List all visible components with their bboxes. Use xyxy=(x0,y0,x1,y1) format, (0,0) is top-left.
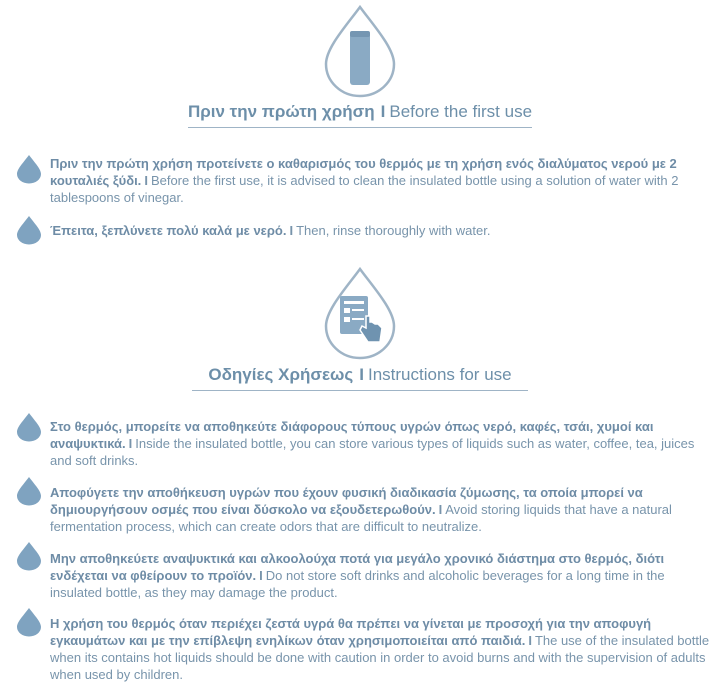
heading-greek: Οδηγίες Χρήσεως xyxy=(208,365,354,384)
item-text-greek: Η χρήση του θερμός όταν περιέχει ζεστά υγρά θα πρέπει να γίνεται με προσοχή για την αποφυγή εγκαυμάτων και με την επίβλεψη ενηλίκων όταν χρησιμοποιείται από παιδιά. xyxy=(50,616,652,648)
item-text-greek: Πριν την πρώτη χρήση προτείνετε ο καθαρισμός του θερμός με τη χρήση ενός διαλύματος νερού με 2 κουταλιές ξύδι. xyxy=(50,156,677,188)
section-heading-instructions xyxy=(0,365,720,385)
item-separator: I xyxy=(128,436,133,451)
heading-underline xyxy=(188,127,532,128)
item-text-english: The use of the insulated bottle when its contains hot liquids should be done with caution in order to avoid burns and with the supervision of adults when used by children. xyxy=(50,633,710,682)
item-text-greek: Μην αποθηκεύετε αναψυκτικά και αλκοολούχα ποτά για μεγάλο χρονικό διάστημα στο θερμός, διότι ενδέχεται να φθείρουν το προϊόν. xyxy=(50,551,665,583)
item-separator: I xyxy=(289,223,294,238)
item-separator: I xyxy=(528,633,532,648)
water-drop-bullet-icon xyxy=(16,412,46,442)
section-heading-first-use xyxy=(0,102,720,122)
item-separator: I xyxy=(438,502,443,517)
item-text-english: Then, rinse thoroughly with water. xyxy=(296,223,491,238)
water-drop-bullet-icon xyxy=(16,607,46,637)
water-drop-bullet-icon xyxy=(16,476,46,506)
heading-separator: I xyxy=(359,365,364,384)
heading-greek: Πριν την πρώτη χρήση xyxy=(187,102,375,121)
list-item xyxy=(50,222,710,239)
item-text-greek: Αποφύγετε την αποθήκευση υγρών που έχουν φυσική διαδικασία ζύμωσης, τα οποία μπορεί να δημιουργήσουν οσμές που είναι δύσκολο να εξουδετερωθούν. xyxy=(50,485,643,517)
water-drop-bullet-icon xyxy=(16,154,46,184)
heading-separator: I xyxy=(380,102,386,121)
list-item xyxy=(50,155,710,206)
item-text-english: Avoid storing liquids that have a natural fermentation process, which can create odors that are difficult to neutralize. xyxy=(50,502,672,534)
item-text-english: Inside the insulated bottle, you can store various types of liquids such as water, coffee, tea, juices and soft drinks. xyxy=(50,436,695,468)
item-text-english: Do not store soft drinks and alcoholic beverages for a long time in the insulated bottle, as they may damage the product. xyxy=(50,568,665,600)
list-item xyxy=(50,550,710,601)
heading-english: Instructions for use xyxy=(367,365,512,384)
item-separator: I xyxy=(144,173,148,188)
item-text-greek: Έπειτα, ξεπλύνετε πολύ καλά με νερό. xyxy=(50,223,287,238)
heading-underline xyxy=(192,390,528,391)
heading-english: Before the first use xyxy=(389,102,533,121)
list-item xyxy=(50,484,710,535)
item-text-english: Before the first use, it is advised to clean the insulated bottle using a solution of water with 2 tablespoons of vinegar. xyxy=(50,173,679,205)
list-item xyxy=(50,418,710,469)
item-text-greek: Στο θερμός, μπορείτε να αποθηκεύτε διάφορους τύπους υγρών όπως νερό, καφές, τσάι, χυμοί και αναψυκτικά. xyxy=(50,419,654,451)
item-separator: I xyxy=(259,568,263,583)
list-item xyxy=(50,615,710,683)
instructions-document-hand-icon xyxy=(322,266,398,360)
water-drop-bullet-icon xyxy=(16,215,46,245)
insulated-bottle-icon xyxy=(322,4,398,98)
water-drop-bullet-icon xyxy=(16,541,46,571)
